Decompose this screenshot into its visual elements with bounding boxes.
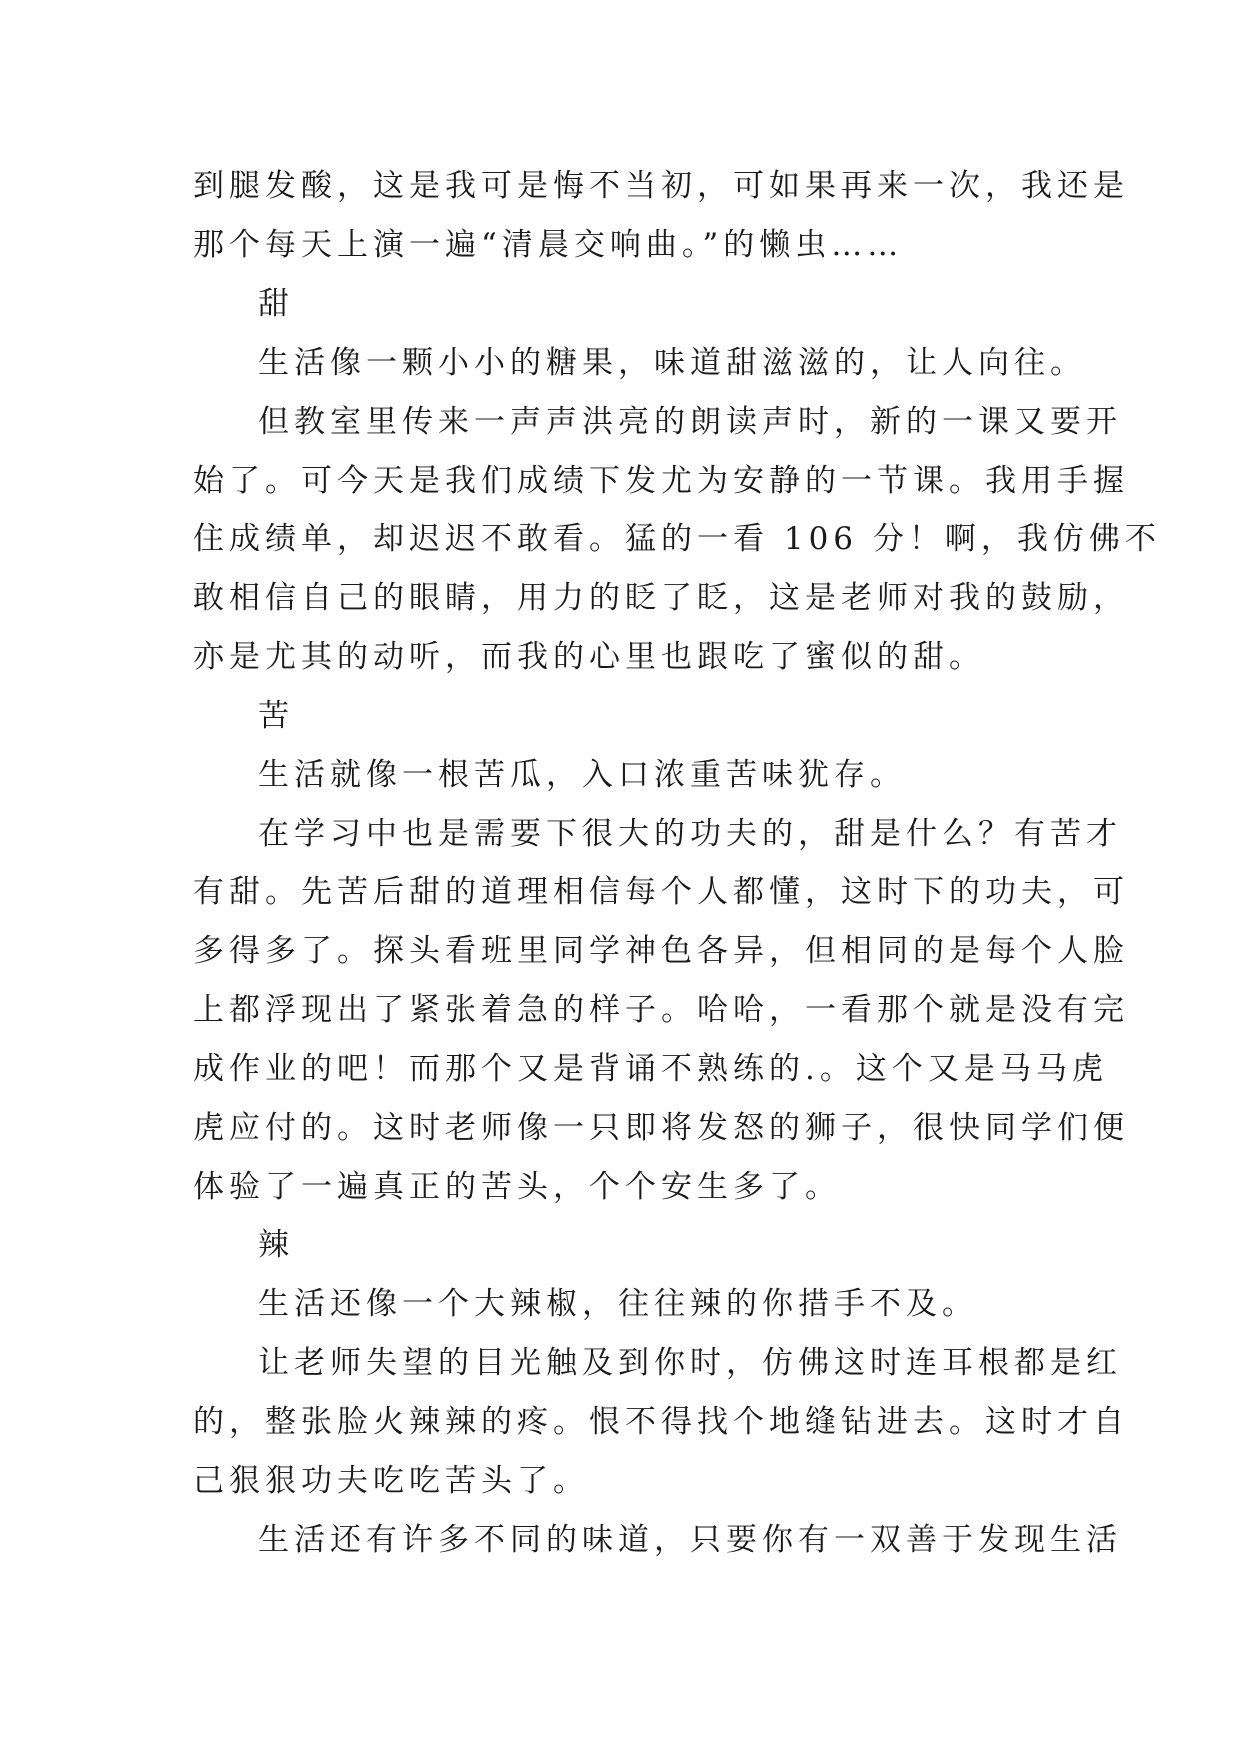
text-line: 成作业的吧！而那个又是背诵不熟练的.。这个又是马马虎 — [193, 1051, 1108, 1087]
text-line: 的，整张脸火辣辣的疼。恨不得找个地缝钻进去。这时才自 — [193, 1404, 1129, 1440]
text-line: 那个每天上演一遍“清晨交响曲。”的懒虫…… — [193, 227, 904, 263]
text-line: 生活像一颗小小的糖果，味道甜滋滋的，让人向往。 — [258, 345, 1086, 381]
text-line: 生活还有许多不同的味道，只要你有一双善于发现生活 — [258, 1522, 1122, 1558]
text-line: 在学习中也是需要下很大的功夫的，甜是什么？有苦才 — [258, 816, 1122, 852]
text-line: 敢相信自己的眼睛，用力的眨了眨，这是老师对我的鼓励， — [193, 580, 1129, 616]
text-line: 虎应付的。这时老师像一只即将发怒的狮子，很快同学们便 — [193, 1110, 1129, 1146]
text-line: 始了。可今天是我们成绩下发尤为安静的一节课。我用手握 — [193, 463, 1129, 499]
text-line: 但教室里传来一声声洪亮的朗读声时，新的一课又要开 — [258, 404, 1122, 440]
text-line: 有甜。先苦后甜的道理相信每个人都懂，这时下的功夫，可 — [193, 874, 1129, 910]
section-heading-sweet: 甜 — [258, 286, 294, 322]
text-line: 生活就像一根苦瓜，入口浓重苦味犹存。 — [258, 757, 906, 793]
text-line: 亦是尤其的动听，而我的心里也跟吃了蜜似的甜。 — [193, 639, 985, 675]
text-line: 体验了一遍真正的苦头，个个安生多了。 — [193, 1169, 841, 1205]
text-line: 到腿发酸，这是我可是悔不当初，可如果再来一次，我还是 — [193, 168, 1129, 204]
text-line: 上都浮现出了紧张着急的样子。哈哈，一看那个就是没有完 — [193, 992, 1129, 1028]
text-line: 己狠狠功夫吃吃苦头了。 — [193, 1463, 589, 1499]
text-line: 生活还像一个大辣椒，往往辣的你措手不及。 — [258, 1286, 978, 1322]
text-line: 多得多了。探头看班里同学神色各异，但相同的是每个人脸 — [193, 933, 1129, 969]
section-heading-spicy: 辣 — [258, 1227, 294, 1263]
text-line: 住成绩单，却迟迟不敢看。猛的一看 106 分！啊，我仿佛不 — [193, 521, 1161, 557]
section-heading-bitter: 苦 — [258, 698, 294, 734]
text-line: 让老师失望的目光触及到你时，仿佛这时连耳根都是红 — [258, 1345, 1122, 1381]
